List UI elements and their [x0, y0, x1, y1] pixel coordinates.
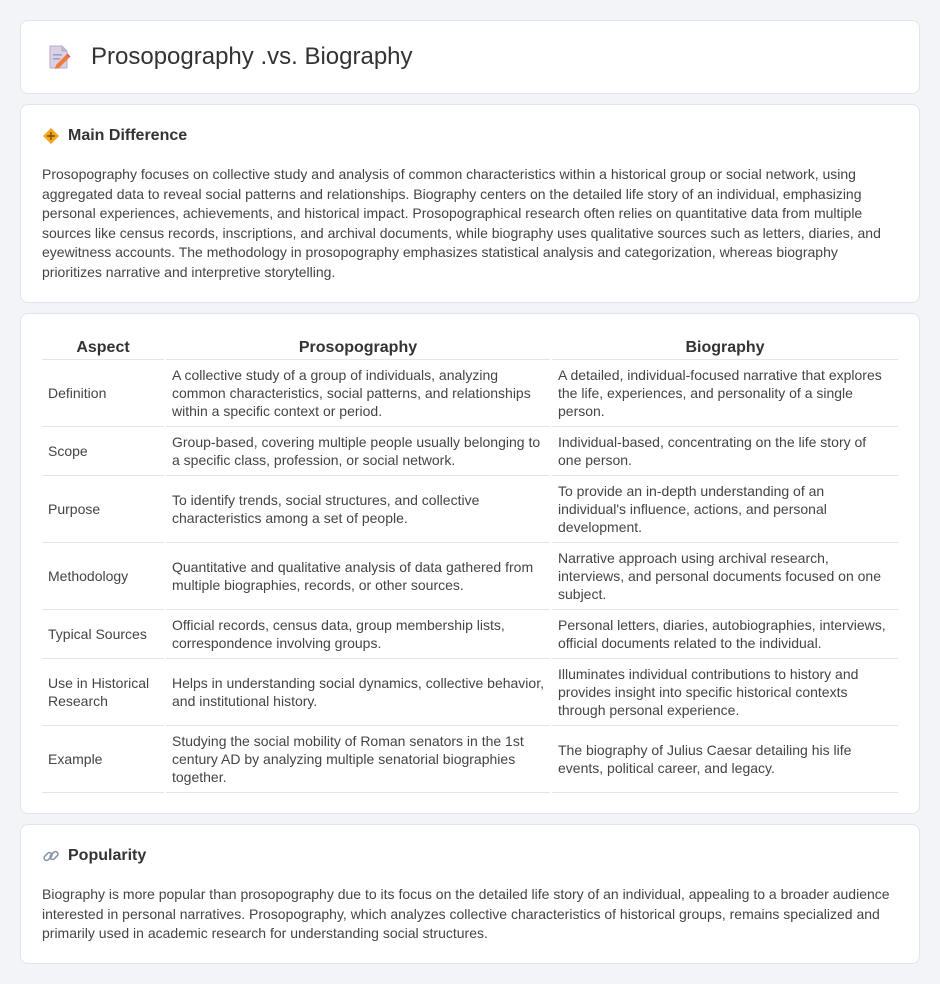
popularity-title: Popularity — [68, 847, 147, 864]
row-aspect: Typical Sources — [42, 610, 165, 659]
row-prosopography: Official records, census data, group membership lists, correspondence involving groups. — [165, 610, 551, 659]
row-prosopography: Group-based, covering multiple people usually belonging to a specific class, profession, or social network. — [165, 427, 551, 476]
row-aspect: Scope — [42, 427, 165, 476]
popularity-section — [20, 824, 920, 964]
header-biography: Biography — [551, 337, 898, 360]
row-aspect: Purpose — [42, 476, 165, 543]
table-row — [42, 659, 898, 726]
table-row — [42, 726, 898, 793]
row-prosopography: Studying the social mobility of Roman senators in the 1st century AD by analyzing multiple senatorial biographies together. — [165, 726, 551, 793]
table-row — [42, 543, 898, 610]
link-icon — [42, 847, 60, 865]
row-biography: The biography of Julius Caesar detailing his life events, political career, and legacy. — [551, 726, 898, 793]
row-biography: Narrative approach using archival research, interviews, and personal documents focused on one subject. — [551, 543, 898, 610]
row-prosopography: Helps in understanding social dynamics, collective behavior, and institutional history. — [165, 659, 551, 726]
main-difference-text: Prosopography focuses on collective study and analysis of common characteristics within a historical group or social network, using aggregated data to reveal social patterns and relationships. Biography centers on the detailed life story of an individual, emphasizing personal experiences, achievements, and historical impact. Prosopographical research often relies on quantitative data from multiple sources like census records, inscriptions, and archival documents, while biography uses qualitative sources such as letters, diaries, and eyewitness accounts. The methodology in prosopography emphasizes statistical analysis and categorization, whereas biography prioritizes narrative and interpretive storytelling. — [42, 166, 881, 280]
row-biography: To provide an in-depth understanding of an individual's influence, actions, and personal development. — [551, 476, 898, 543]
diamond-arrows-icon — [42, 127, 60, 145]
row-biography: Individual-based, concentrating on the life story of one person. — [551, 427, 898, 476]
row-prosopography: To identify trends, social structures, and collective characteristics among a set of people. — [165, 476, 551, 543]
main-difference-section — [20, 104, 920, 303]
row-aspect: Use in Historical Research — [42, 659, 165, 726]
header-card — [20, 20, 920, 94]
row-biography: Personal letters, diaries, autobiographies, interviews, official documents related to the individual. — [551, 610, 898, 659]
document-pencil-icon — [47, 44, 71, 70]
table-row — [42, 476, 898, 543]
row-aspect: Methodology — [42, 543, 165, 610]
row-aspect: Example — [42, 726, 165, 793]
comparison-table-card — [20, 313, 920, 814]
row-biography: A detailed, individual-focused narrative that explores the life, experiences, and personality of a single person. — [551, 360, 898, 427]
table-row — [42, 610, 898, 659]
page-title: Prosopography .vs. Biography — [91, 43, 413, 70]
header-prosopography: Prosopography — [165, 337, 551, 360]
row-biography: Illuminates individual contributions to history and provides insight into specific historical contexts through personal experience. — [551, 659, 898, 726]
main-difference-title: Main Difference — [68, 127, 188, 144]
comparison-table — [42, 337, 898, 793]
row-aspect: Definition — [42, 360, 165, 427]
table-row — [42, 360, 898, 427]
header-aspect: Aspect — [42, 337, 165, 360]
row-prosopography: Quantitative and qualitative analysis of data gathered from multiple biographies, records, or other sources. — [165, 543, 551, 610]
table-header-row — [42, 337, 898, 360]
row-prosopography: A collective study of a group of individuals, analyzing common characteristics, social patterns, and relationships within a specific context or period. — [165, 360, 551, 427]
popularity-text: Biography is more popular than prosopography due to its focus on the detailed life story of an individual, appealing to a broader audience interested in personal narratives. Prosopography, which analyzes collective characteristics of historical groups, remains specialized and primarily used in academic research for understanding social structures. — [42, 886, 890, 941]
table-row — [42, 427, 898, 476]
